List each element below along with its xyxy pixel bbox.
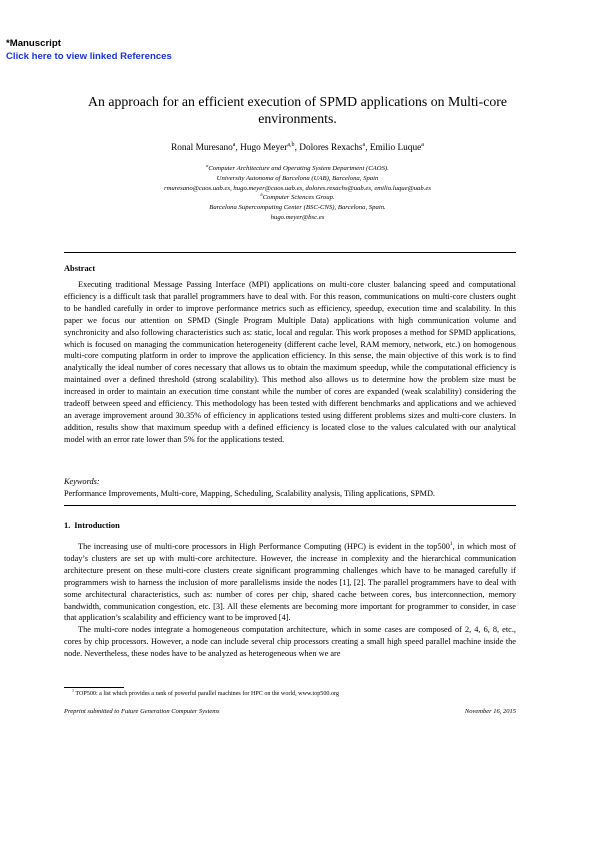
affiliations	[40, 164, 555, 223]
author-affiliation-mark: a	[232, 141, 236, 148]
section-title: Introduction	[74, 521, 120, 530]
linked-references-link[interactable]: Click here to view linked References	[6, 50, 172, 62]
title-line-2: environments.	[258, 111, 337, 126]
intro-paragraph-1: The increasing use of multi-core processors in High Performance Computing (HPC) is evident in the $top500^1$, in which most of today’s clusters are set up with multi-core architecture. However, the increase in complexity and the hierarchical communication architecture present on these multi-core clusters create significant programming challenges which have to be managed carefully if programmers wish to harness the inclusion of more parallelisms inside the nodes [1], [2]. The parallel programmers have to deal with some architectural characteristics, such as: number of cores per chip, shared cache between cores, bus interconnection, memory bandwidth, communication congestion, etc. [3]. All these elements are becoming more important for programmer to consider, in case that application’s scalability and efficiency want to be improved [4].	[64, 541, 516, 623]
affiliation-a-line1: $^a$Computer Architecture and Operating System Department (CAOS).	[206, 162, 389, 172]
author-affiliation-mark: a	[421, 141, 424, 148]
abstract-bottom-rule	[64, 505, 516, 506]
abstract-body	[64, 279, 516, 446]
affiliation-b-line1: $^b$Computer Sciences Group.	[260, 192, 335, 202]
author-name: Emilio Luque	[369, 143, 422, 153]
footer-date: November 16, 2015	[464, 708, 516, 715]
abstract-top-rule	[64, 252, 516, 253]
author-name: Ronal Muresano	[171, 143, 233, 153]
paper-title	[40, 93, 555, 127]
affiliation-b-emails: hugo.meyer@bsc.es	[270, 213, 325, 221]
footnote-number: 1	[72, 687, 74, 693]
keywords-block	[64, 476, 516, 499]
page-footer	[64, 708, 516, 715]
section-heading-introduction	[64, 521, 120, 530]
abstract-paragraph: Executing traditional Message Passing Interface (MPI) applications on multi-core cluster balancing speed and computational efficiency is a difficult task that parallel programmers have to deal with. For this reason, communications on multi-core clusters ought to be handled carefully in order to improve performance metrics such as efficiency, speedup, execution time and scalability. In this paper we focus our attention on SPMD (Single Program Multiple Data) applications with high communication volume and synchronicity and also following characteristics such as: static, local and regular. This work proposes a method for SPMD applications, which is focused on managing the communication heterogeneity (different cache level, RAM memory, network, etc.) on homogenous multi-core computing platform in order to improve the application efficiency. In this sense, the main objective of this work is to find analytically the ideal number of cores necessary that allows us to obtain the maximum speedup, while the computational efficiency is maintained over a defined threshold (strong scalability). This method also allows us to determine how the problem size must be increased in order to maintain an execution time constant while the number of cores are expanded (weak scalability) considering the tradeoff between speed and efficiency. This methodology has been tested with different benchmarks and applications and we achieved an average improvement around 30.35% of efficiency in applications tested using different problems sizes and multi-core clusters. In addition, results show that maximum speedup with a defined efficiency is located close to the values calculated with our analytical model with an error rate lower than 5% for the applications tested.	[64, 280, 516, 444]
affiliation-a-emails: rmuresano@caos.uab.es, hugo.meyer@caos.uab.es, dolores.rexachs@uab.es, emilio.luque@uab.es	[164, 184, 431, 192]
keywords-label: Keywords:	[64, 477, 100, 486]
author-name: Dolores Rexachs	[299, 143, 363, 153]
footer-left: Preprint submitted to Future Generation Computer Systems	[64, 708, 220, 715]
footnote-marker[interactable]: 1	[449, 541, 453, 548]
introduction-body	[64, 541, 516, 660]
manuscript-label: *Manuscript	[6, 38, 61, 49]
manuscript-header	[6, 38, 172, 63]
author-affiliation-mark: a	[362, 141, 366, 148]
affiliation-mark: b	[260, 192, 263, 198]
affiliation-b-line2: Barcelona Supercomputing Center (BSC-CNS), Barcelona, Spain.	[209, 204, 386, 212]
intro-paragraph-2: The multi-core nodes integrate a homogeneous computation architecture, which in some cases are composed of 2, 4, 6, 8, etc., cores by chip processors. However, a node can include several chip processors creating a small high speed parallel machine inside the node. Nevertheless, these nodes have to be analyzed as heterogeneous when we are	[64, 625, 516, 659]
author-name: Hugo Meyer	[240, 143, 288, 153]
section-number: 1.	[64, 521, 71, 530]
affiliation-a-line2: University Autonoma of Barcelona (UAB), Barcelona, Spain	[216, 174, 379, 182]
footnote	[64, 687, 516, 698]
title-line-1: An approach for an efficient execution of SPMD applications on Multi-core	[88, 94, 507, 109]
author-list: Ronal Muresano$^a$, Hugo Meyer$^{a,b}$, Dolores Rexachs$^a$, Emilio Luque$^a$	[171, 141, 424, 153]
author-affiliation-mark: a,b	[287, 141, 295, 148]
keywords-text: Performance Improvements, Multi-core, Mapping, Scheduling, Scalability analysis, Tiling applications, SPMD.	[64, 488, 436, 498]
affiliation-mark: a	[206, 162, 209, 168]
footnote-text: TOP500: a list which provides a rank of powerful parallel machines for HPC on the world, www.top500.org	[75, 691, 339, 697]
abstract-heading: Abstract	[64, 264, 96, 273]
